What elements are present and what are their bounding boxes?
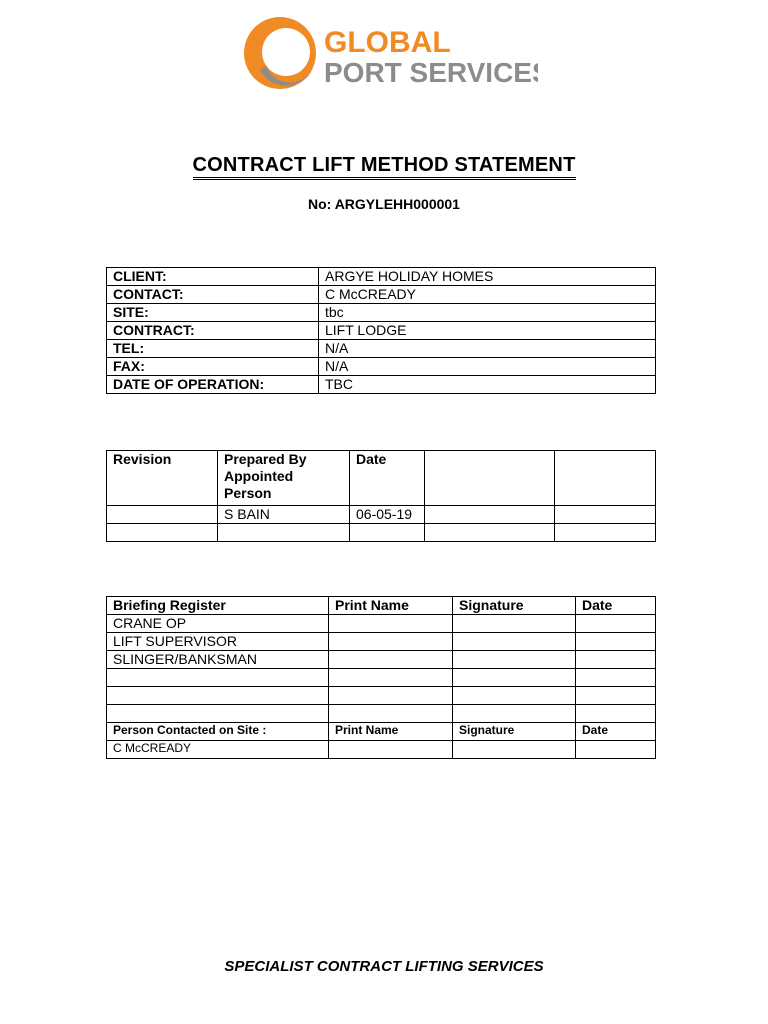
revision-empty-row: [107, 524, 656, 542]
briefing-register-header: Briefing Register: [107, 597, 329, 615]
blank-cell: [555, 506, 656, 524]
table-row: [107, 651, 656, 669]
site-row: [107, 304, 656, 322]
table-row: [107, 615, 656, 633]
blank-header-cell: [555, 451, 656, 506]
contact-print-name-header: Print Name: [329, 723, 453, 741]
footer-tagline: SPECIALIST CONTRACT LIFTING SERVICES: [224, 958, 544, 975]
client-label: CLIENT:: [107, 268, 319, 286]
blank-cell: [425, 506, 555, 524]
logo-text-global: GLOBAL: [324, 26, 451, 59]
document-number: No: ARGYLEHH000001: [308, 196, 460, 212]
briefing-register-table: [106, 596, 656, 759]
prepared-by-cell: S BAIN: [218, 506, 350, 524]
site-value: tbc: [319, 304, 656, 322]
briefing-header-row: [107, 597, 656, 615]
contact-value: C McCREADY: [319, 286, 656, 304]
table-row: [107, 633, 656, 651]
blank-cell: [329, 687, 453, 705]
contact-header-row: [107, 723, 656, 741]
blank-cell: [107, 669, 329, 687]
client-row: [107, 268, 656, 286]
blank-cell: [453, 615, 576, 633]
contact-row: [107, 741, 656, 759]
fax-row: [107, 358, 656, 376]
date-cell: 06-05-19: [350, 506, 425, 524]
contact-name-cell: C McCREADY: [107, 741, 329, 759]
blank-cell: [576, 615, 656, 633]
revision-header-row: [107, 451, 656, 506]
blank-cell: [576, 741, 656, 759]
blank-cell: [218, 524, 350, 542]
blank-cell: [453, 687, 576, 705]
blank-cell: [329, 669, 453, 687]
blank-cell: [107, 705, 329, 723]
tel-row: [107, 340, 656, 358]
contact-row: [107, 286, 656, 304]
logo-text-port-services: PORT SERVICES: [324, 57, 538, 88]
table-row: [107, 669, 656, 687]
blank-cell: [329, 633, 453, 651]
print-name-header: Print Name: [329, 597, 453, 615]
revision-header: Revision: [107, 451, 218, 506]
client-value: ARGYE HOLIDAY HOMES: [319, 268, 656, 286]
blank-cell: [453, 651, 576, 669]
table-row: [107, 705, 656, 723]
role-cell: LIFT SUPERVISOR: [107, 633, 329, 651]
logo-graphic: [238, 10, 538, 96]
blank-cell: [107, 524, 218, 542]
blank-cell: [329, 615, 453, 633]
revision-table: [106, 450, 656, 542]
document-title-wrap: [0, 154, 768, 177]
blank-cell: [329, 651, 453, 669]
blank-cell: [107, 687, 329, 705]
blank-cell: [576, 669, 656, 687]
contact-label: CONTACT:: [107, 286, 319, 304]
date-of-operation-label: DATE OF OPERATION:: [107, 376, 319, 394]
date-header: Date: [350, 451, 425, 506]
tel-label: TEL:: [107, 340, 319, 358]
site-label: SITE:: [107, 304, 319, 322]
date-header: Date: [576, 597, 656, 615]
fax-label: FAX:: [107, 358, 319, 376]
client-info-table: [106, 267, 656, 394]
table-row: [107, 687, 656, 705]
date-of-operation-value: TBC: [319, 376, 656, 394]
blank-cell: [576, 651, 656, 669]
fax-value: N/A: [319, 358, 656, 376]
tel-value: N/A: [319, 340, 656, 358]
blank-cell: [576, 705, 656, 723]
blank-cell: [425, 524, 555, 542]
company-logo: [238, 10, 538, 96]
blank-header-cell: [425, 451, 555, 506]
prepared-by-header: Prepared By Appointed Person: [218, 451, 350, 506]
document-title: CONTRACT LIFT METHOD STATEMENT: [193, 154, 576, 180]
revision-row: [107, 506, 656, 524]
blank-cell: [453, 705, 576, 723]
blank-cell: [453, 741, 576, 759]
date-of-operation-row: [107, 376, 656, 394]
contact-date-header: Date: [576, 723, 656, 741]
revision-cell: [107, 506, 218, 524]
signature-header: Signature: [453, 597, 576, 615]
person-contacted-header: Person Contacted on Site :: [107, 723, 329, 741]
contract-label: CONTRACT:: [107, 322, 319, 340]
contract-row: [107, 322, 656, 340]
blank-cell: [350, 524, 425, 542]
role-cell: SLINGER/BANKSMAN: [107, 651, 329, 669]
contact-signature-header: Signature: [453, 723, 576, 741]
blank-cell: [329, 741, 453, 759]
blank-cell: [576, 633, 656, 651]
blank-cell: [453, 669, 576, 687]
blank-cell: [453, 633, 576, 651]
blank-cell: [329, 705, 453, 723]
blank-cell: [576, 687, 656, 705]
role-cell: CRANE OP: [107, 615, 329, 633]
blank-cell: [555, 524, 656, 542]
contract-value: LIFT LODGE: [319, 322, 656, 340]
